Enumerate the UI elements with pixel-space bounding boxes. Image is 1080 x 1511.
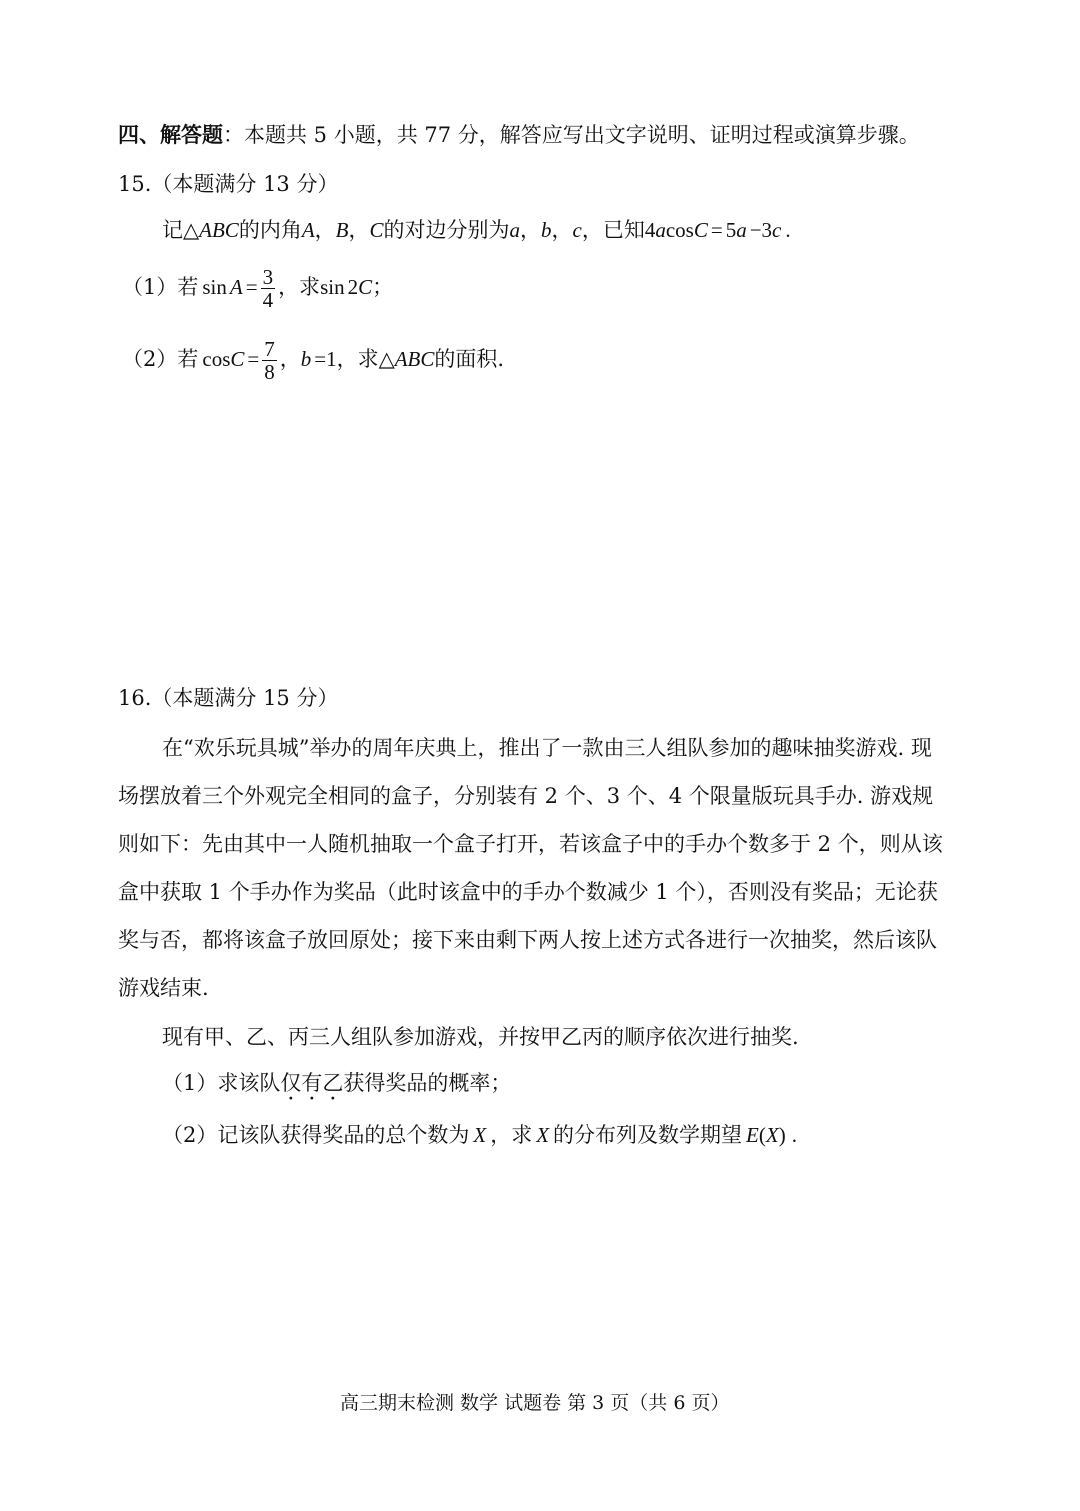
func-sin: sin: [202, 275, 227, 299]
equals-one: =1: [314, 347, 337, 371]
var-c: C: [230, 347, 245, 371]
numerator: 3: [262, 265, 274, 289]
part-text: ，求: [490, 1123, 533, 1147]
q16-paragraph-line: 游戏结束.: [118, 976, 209, 1000]
section-four-heading: [118, 120, 920, 150]
eq-part: 4: [644, 218, 656, 242]
var-b: b: [300, 347, 312, 371]
q16-paragraph-line: 场摆放着三个外观完全相同的盒子，分别装有 2 个、3 个、4 个限量版玩具手办. 游戏规: [118, 784, 934, 808]
var-x: X: [536, 1123, 550, 1147]
equals: =: [245, 275, 258, 299]
page-footer: 高三期末检测 数学 试题卷 第 3 页（共 6 页）: [340, 1392, 730, 1414]
q16-part1: [162, 1068, 511, 1098]
part-text: ，求△: [336, 347, 395, 371]
q15-stem: [162, 215, 791, 245]
part-label: （1）若: [122, 275, 199, 299]
part-text: （1）求该队: [162, 1071, 281, 1095]
eq-part: cos: [665, 218, 694, 242]
var-x: X: [473, 1123, 487, 1147]
var-c: C: [358, 275, 373, 299]
emphasis-dotted: 有: [301, 1071, 323, 1095]
func-sin: sin: [320, 275, 345, 299]
stem-text: ，已知: [581, 218, 645, 242]
var-a: A: [229, 275, 243, 299]
eq-part: c: [772, 218, 782, 242]
math-side-c: c: [572, 218, 582, 242]
eq-part: C: [693, 218, 708, 242]
q15-header: 15.（本题满分 13 分）: [118, 172, 339, 196]
section-description: ：本题共 5 小题，共 77 分，解答应写出文字说明、证明过程或演算步骤。: [223, 123, 920, 147]
part-text: ，求: [278, 275, 321, 299]
q15-part1: [122, 266, 393, 311]
stem-text: ，: [348, 218, 370, 242]
func-cos: cos: [202, 347, 231, 371]
q16-intro: 现有甲、乙、丙三人组队参加游戏，并按甲乙丙的顺序依次进行抽奖.: [162, 1025, 799, 1049]
math-abc: ABC: [394, 347, 435, 371]
eq-part: .: [785, 218, 791, 242]
math-abc: ABC: [199, 218, 239, 242]
eq-part: a: [655, 218, 666, 242]
eq-part: a: [736, 218, 747, 242]
section-title: 四、解答题: [118, 122, 223, 147]
q16-paragraph-line: 奖与否，都将该盒子放回原处；接下来由剩下两人按上述方式各进行一次抽奖，然后该队: [118, 928, 937, 952]
stem-text: 的内角: [238, 218, 302, 242]
var-x: X: [765, 1123, 779, 1147]
expectation-e: E: [746, 1123, 759, 1147]
coef: 2: [347, 275, 359, 299]
part-text: 获得奖品的概率；: [343, 1071, 512, 1095]
paren: ): [778, 1123, 786, 1147]
stem-text: ，: [314, 218, 336, 242]
math-c-angle: C: [369, 218, 384, 242]
part-text: （2）记该队获得奖品的总个数为: [162, 1123, 470, 1147]
q16-paragraph-line: 盒中获取 1 个手办作为奖品（此时该盒中的手办个数减少 1 个），否则没有奖品；无论获: [118, 880, 938, 904]
math-b-angle: B: [335, 218, 349, 242]
stem-text: 记△: [162, 218, 200, 242]
numerator: 7: [264, 337, 275, 361]
part-text: 的面积.: [434, 347, 505, 371]
q16-part2: [162, 1120, 797, 1150]
denominator: 8: [264, 360, 275, 384]
eq-part: 5: [725, 218, 737, 242]
stem-text: 的对边分别为: [383, 218, 510, 242]
paren: (: [758, 1123, 766, 1147]
eq-part: −3: [749, 218, 773, 242]
part-label: （2）若: [122, 347, 199, 371]
fraction-7-8: [262, 338, 277, 383]
q16-paragraph-line: 则如下：先由其中一人随机抽取一个盒子打开，若该盒子中的手办个数多于 2 个，则从该: [118, 832, 943, 856]
stem-text: ，: [520, 218, 541, 242]
part-text: .: [791, 1123, 797, 1147]
q16-paragraph-line: 在“欢乐玩具城”举办的周年庆典上，推出了一款由三人组队参加的趣味抽奖游戏. 现: [162, 736, 932, 760]
eq-part: =: [710, 218, 723, 242]
emphasis-dotted: 仅: [280, 1071, 302, 1095]
q15-part2: [122, 338, 504, 383]
part-text: ；: [372, 275, 394, 299]
part-text: ，: [279, 347, 301, 371]
part-text: 的分布列及数学期望: [553, 1123, 743, 1147]
math-side-b: b: [541, 218, 552, 242]
emphasis-dotted: 乙: [322, 1071, 344, 1095]
fraction-3-4: [261, 266, 276, 311]
equals: =: [247, 347, 260, 371]
denominator: 4: [262, 288, 274, 312]
q16-header: 16.（本题满分 15 分）: [118, 686, 339, 710]
math-side-a: a: [509, 218, 520, 242]
math-a-angle: A: [301, 218, 315, 242]
stem-text: ，: [551, 218, 573, 242]
